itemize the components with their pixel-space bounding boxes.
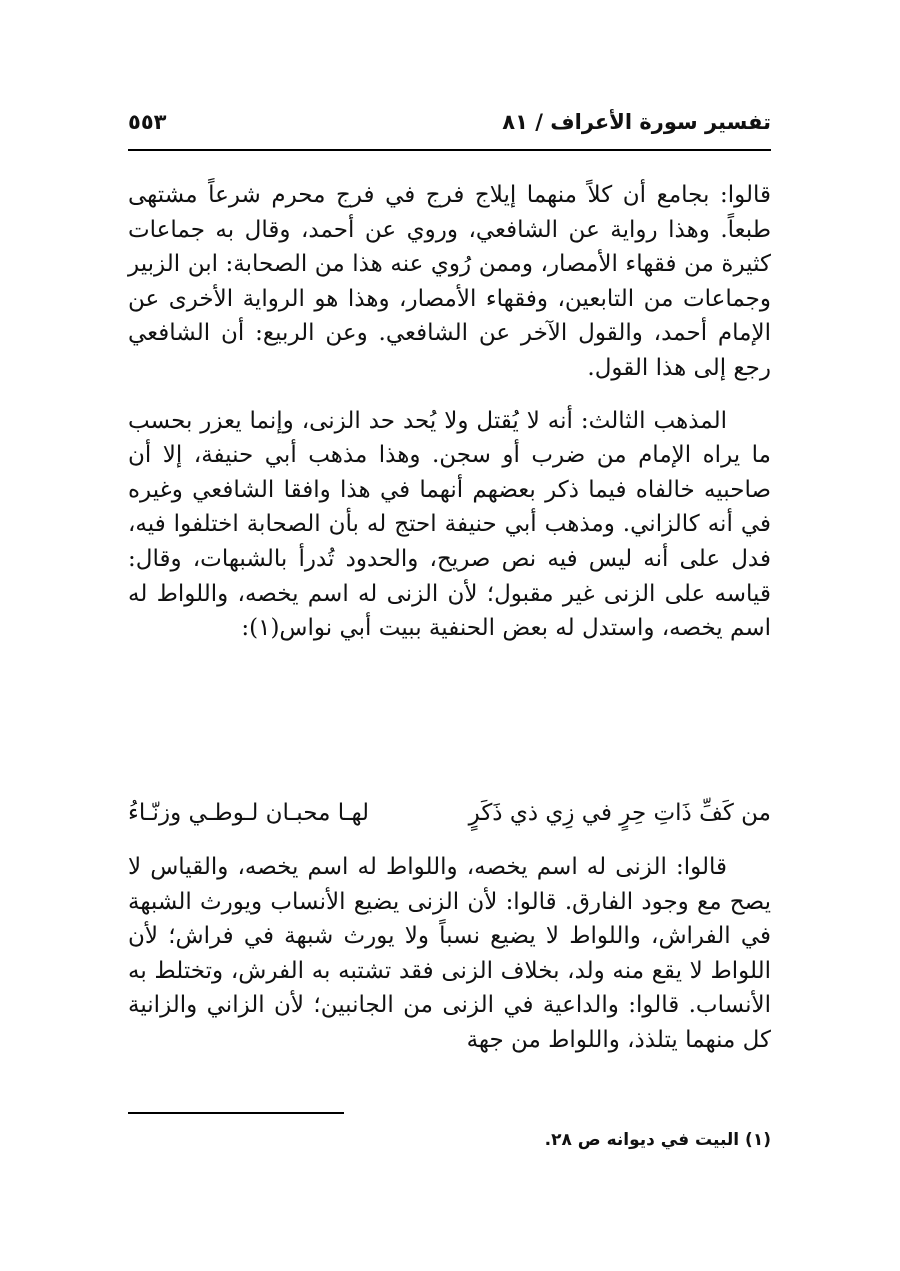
footnote-rule	[128, 1112, 344, 1114]
footnote: (١) البيت في ديوانه ص ٢٨.	[544, 1130, 771, 1150]
running-header	[128, 110, 771, 146]
book-page	[128, 98, 771, 1178]
paragraph: قالوا: بجامع أن كلاً منهما إيلاج فرج في فرج محرم شرعاً مشتهى طبعاً. وهذا رواية عن الشافعي، وروي عن أحمد، وقال به جماعات كثيرة من فقهاء الأمصار، وممن رُوي عنه هذا من الصحابة: ابن الزبير وجماعات من التابعين، وفقهاء الأمصار، وهذا هو الرواية الأخرى عن الإمام أحمد، والقول الآخر عن الشافعي. وعن الربيع: أن الشافعي رجع إلى هذا القول.	[128, 182, 771, 381]
running-title: تفسير سورة الأعراف / ٨١	[502, 110, 771, 134]
paragraph: قالوا: الزنى له اسم يخصه، واللواط له اسم يخصه، والقياس لا يصح مع وجود الفارق. قالوا: لأن الزنى يضيع الأنساب ويورث الشبهة في الفراش، واللواط لا يضيع نسباً ولا يورث شبهة في فراش؛ لأن اللواط لا يقع منه ولد، بخلاف الزنى فقد تشتبه به الفرش، وتختلط به الأنساب. قالوا: والداعية في الزنى من الجانبين؛ لأن الزاني والزانية كل منهما يتلذذ، واللواط من جهة	[128, 854, 771, 1053]
paragraph: المذهب الثالث: أنه لا يُقتل ولا يُحد حد الزنى، وإنما يعزر بحسب ما يراه الإمام من ضرب أو سجن. وهذا مذهب أبي حنيفة، إلا أن صاحبيه خالفاه فيما ذكر بعضهم أنهما في هذا وافقا الشافعي وغيره في أنه كالزاني. ومذهب أبي حنيفة احتج له بأن الصحابة اختلفوا فيه، فدل على أنه ليس فيه نص صريح، والحدود تُدرأ بالشبهات، وقال: قياسه على الزنى غير مقبول؛ لأن الزنى له اسم يخصه، واللواط له اسم يخصه، واستدل له بعض الحنفية ببيت أبي نواس(١):	[128, 407, 771, 642]
body-text-continued	[128, 850, 771, 1058]
verse-first-hemistich: من كَفِّ ذَاتِ حِرٍ في زِي ذي ذَكَرٍ	[468, 800, 771, 826]
body-text	[128, 178, 771, 646]
header-rule	[128, 149, 771, 151]
poem-verse	[128, 800, 771, 840]
page-number: ٥٥٣	[128, 110, 167, 134]
verse-second-hemistich: لهـا محبـان لـوطـي وزنّـاءُ	[128, 800, 370, 826]
